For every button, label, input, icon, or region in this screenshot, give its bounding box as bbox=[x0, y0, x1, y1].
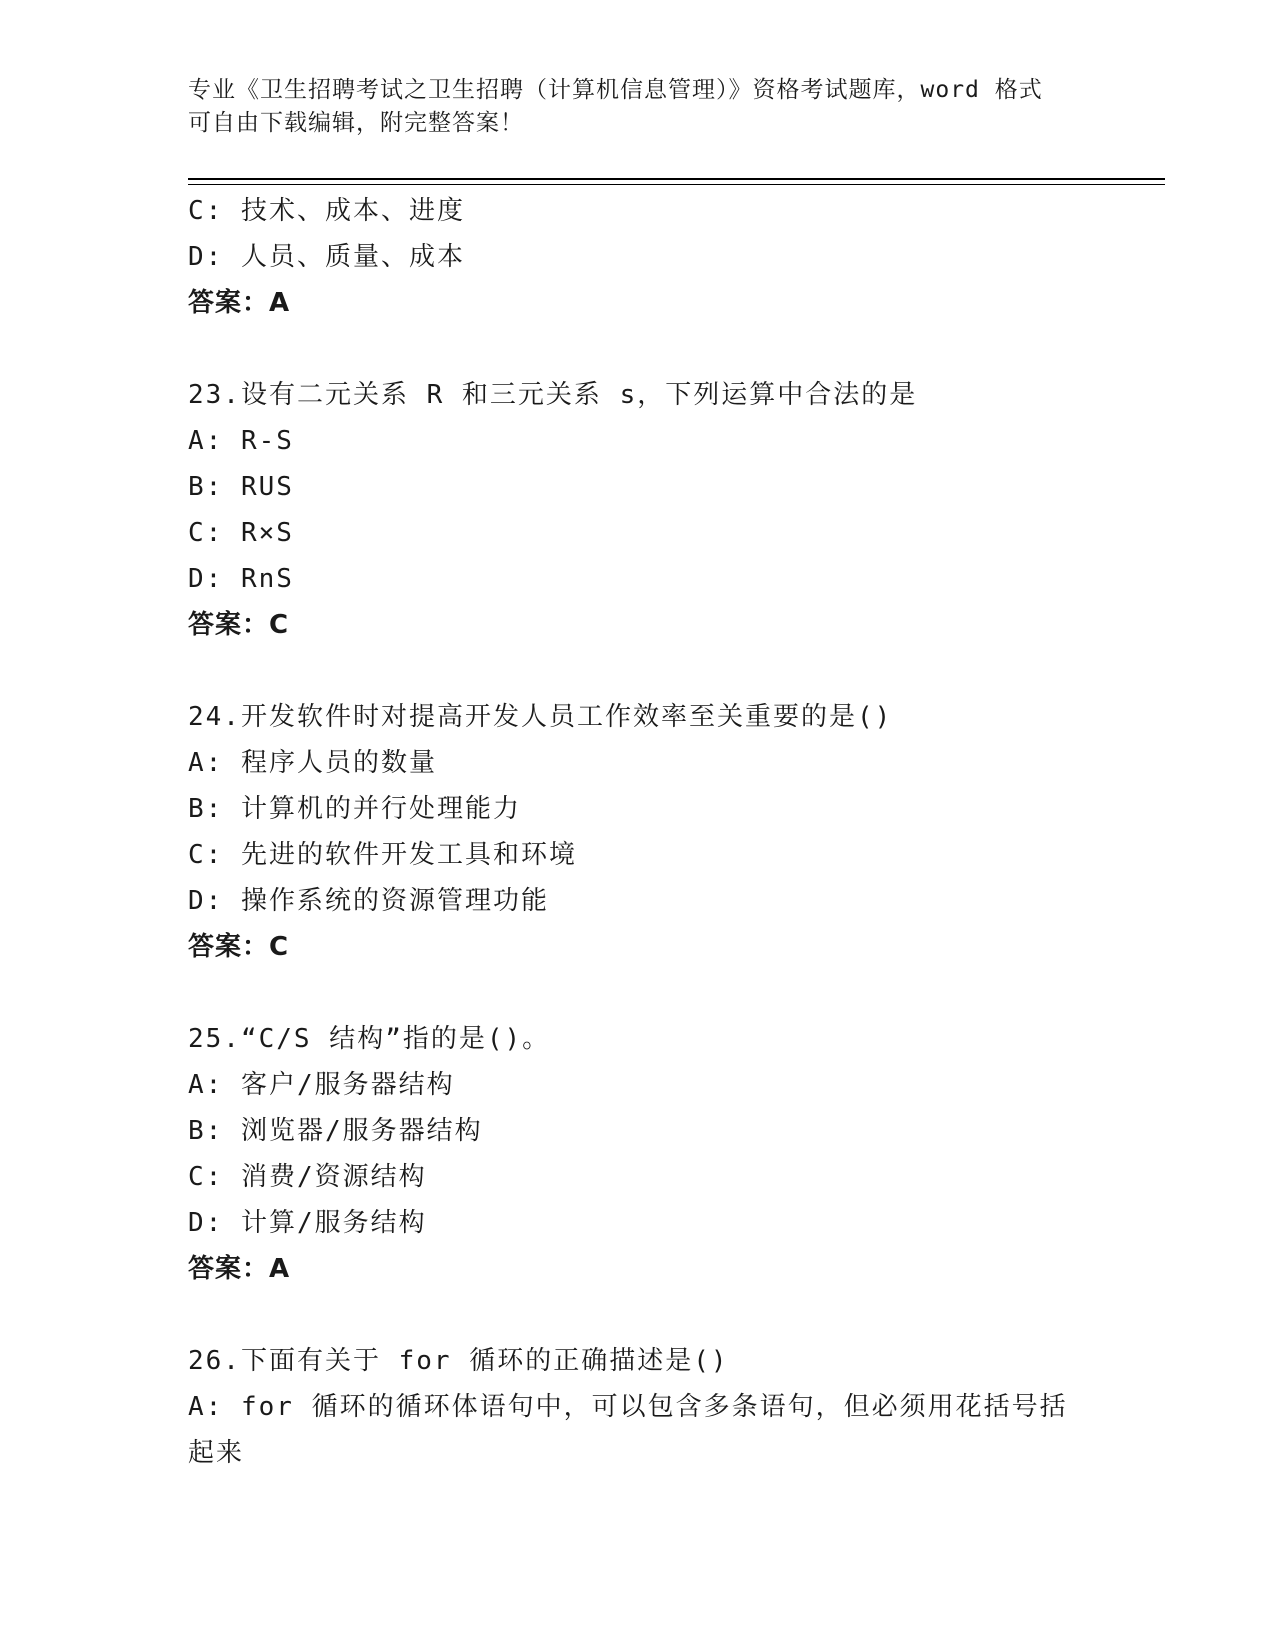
header-line-2: 可自由下载编辑，附完整答案！ bbox=[188, 110, 524, 136]
question-stem: 23.设有二元关系 R 和三元关系 s，下列运算中合法的是 bbox=[188, 380, 918, 410]
option-c: C: 消费/资源结构 bbox=[188, 1162, 427, 1192]
option-a: A: 客户/服务器结构 bbox=[188, 1070, 455, 1100]
option-b: B: 浏览器/服务器结构 bbox=[188, 1116, 483, 1146]
option-d: D: RnS bbox=[188, 564, 294, 594]
option-c: C: 先进的软件开发工具和环境 bbox=[188, 840, 577, 870]
spacer bbox=[188, 326, 1088, 372]
question-stem: 24.开发软件时对提高开发人员工作效率至关重要的是() bbox=[188, 702, 893, 732]
question-24 bbox=[188, 694, 1088, 970]
option-d: D: 人员、质量、成本 bbox=[188, 242, 465, 272]
spacer bbox=[188, 970, 1088, 1016]
answer-line: 答案：A bbox=[188, 288, 291, 318]
question-content bbox=[188, 188, 1088, 1476]
answer-line: 答案：C bbox=[188, 932, 290, 962]
answer-line: 答案：C bbox=[188, 610, 290, 640]
option-a: A: R-S bbox=[188, 426, 294, 456]
answer-line: 答案：A bbox=[188, 1254, 291, 1284]
spacer bbox=[188, 648, 1088, 694]
option-c: C: R×S bbox=[188, 518, 294, 548]
option-c: C: 技术、成本、进度 bbox=[188, 196, 465, 226]
option-d: D: 操作系统的资源管理功能 bbox=[188, 886, 549, 916]
spacer bbox=[188, 1292, 1088, 1338]
question-23 bbox=[188, 372, 1088, 648]
page-header bbox=[188, 74, 1088, 140]
option-d: D: 计算/服务结构 bbox=[188, 1208, 427, 1238]
header-line-1: 专业《卫生招聘考试之卫生招聘（计算机信息管理）》资格考试题库，word 格式 bbox=[188, 77, 1043, 103]
option-a-continued: 起来 bbox=[188, 1438, 245, 1468]
option-a: A: 程序人员的数量 bbox=[188, 748, 437, 778]
header-divider-thick bbox=[188, 178, 1165, 180]
option-b: B: RUS bbox=[188, 472, 294, 502]
question-26 bbox=[188, 1338, 1088, 1476]
question-stem: 25.“C/S 结构”指的是()。 bbox=[188, 1024, 551, 1054]
question-25 bbox=[188, 1016, 1088, 1292]
option-a: A: for 循环的循环体语句中，可以包含多条语句，但必须用花括号括 bbox=[188, 1392, 1068, 1422]
carryover-question bbox=[188, 188, 1088, 326]
option-b: B: 计算机的并行处理能力 bbox=[188, 794, 521, 824]
question-stem: 26.下面有关于 for 循环的正确描述是() bbox=[188, 1346, 729, 1376]
header-divider-thin bbox=[188, 184, 1165, 185]
